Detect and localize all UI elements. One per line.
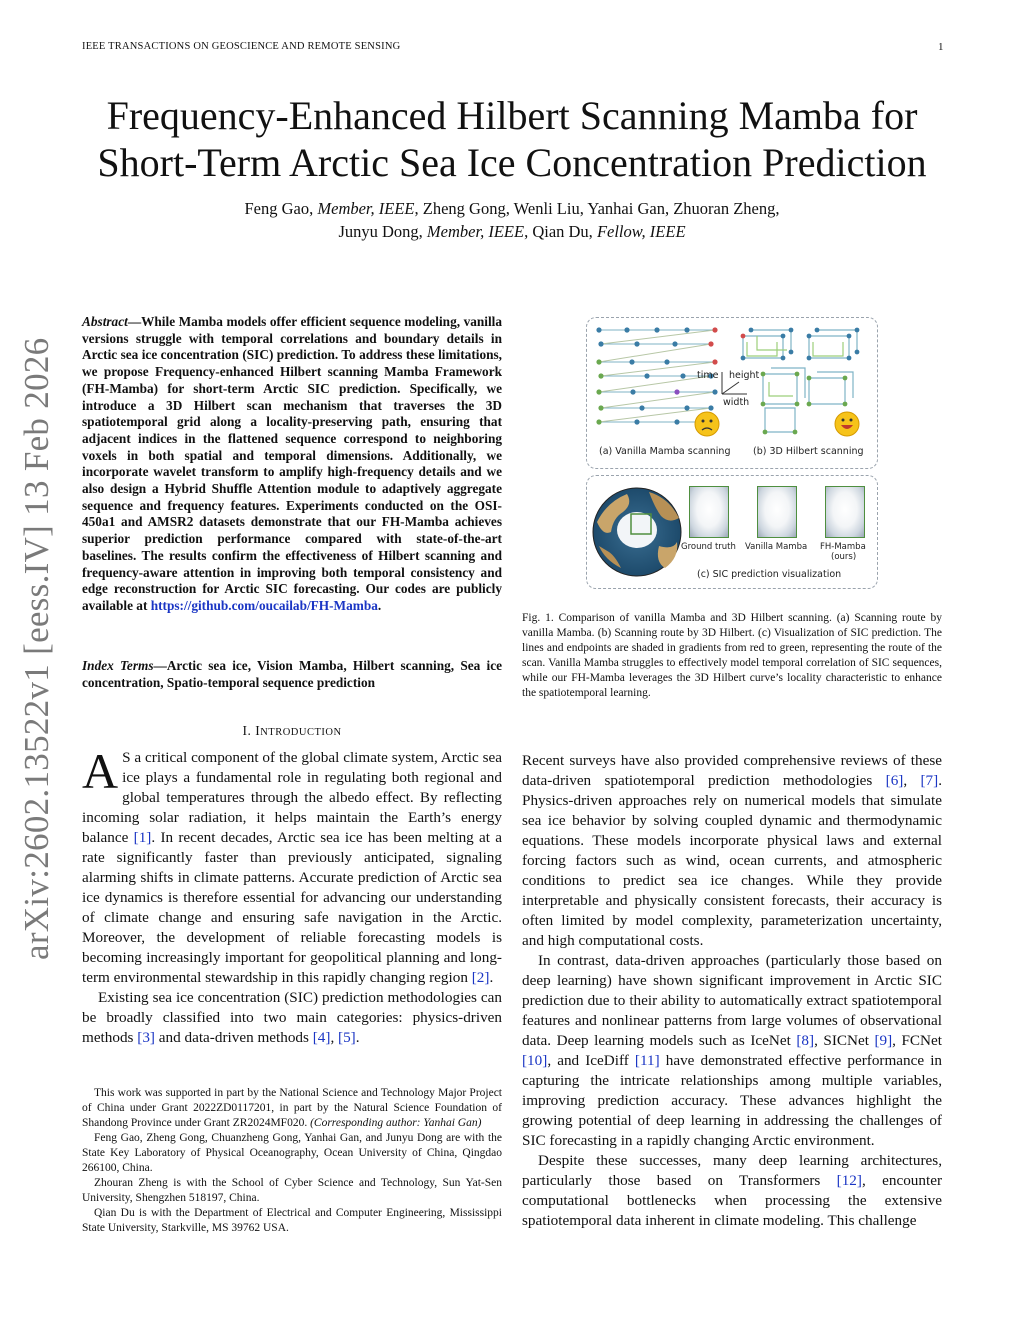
text-run: Despite these successes, many deep learning architectures, particularly those based on Transformers	[522, 1152, 942, 1189]
text-run: , encounter computational bottlenecks when processing the extensive spatiotemporal data inherent in climate modeling. This challenge	[522, 1172, 943, 1229]
citation[interactable]: [10]	[522, 1052, 548, 1069]
citation[interactable]: [12]	[836, 1172, 862, 1189]
corresponding-author: (Corresponding author: Yanhai Gan)	[310, 1117, 482, 1129]
text-run: and data-driven methods	[154, 1029, 313, 1046]
label-vanilla-mamba: Vanilla Mamba	[745, 542, 808, 552]
axis-time-label: time	[697, 370, 719, 381]
title-line-1: Frequency-Enhanced Hilbert Scanning Mamba for	[106, 93, 918, 138]
author-role: Fellow, IEEE	[596, 222, 686, 241]
citation[interactable]: [8]	[796, 1032, 815, 1049]
author-line-2	[0, 220, 1024, 243]
thumb-ground-truth	[689, 486, 729, 538]
author-text: , Zheng Gong, Wenli Liu, Yanhai Gan, Zhuoran Zheng,	[414, 199, 780, 218]
happy-face-icon	[835, 412, 859, 436]
text-run: , and IceDiff	[547, 1052, 635, 1069]
thumb-fh-mamba	[825, 486, 865, 538]
abstract-text: —While Mamba models offer efficient sequence modeling, vanilla versions struggle with temporal correlations and boundary details in Arctic sea ice concentration (SIC) prediction. To address these limitations, we propose Frequency-enhanced Hilbert scanning Mamba Framework (FH-Mamba) for short-term Arctic SIC prediction. Specifically, we introduce a 3D Hilbert scan mechanism that traverses the 3D spatiotemporal grid along a locality-preserving path, ensuring that adjacent indices in the flattened sequence correspond to neighboring voxels in both spatial and temporal dimensions. Additionally, we incorporate wavelet transform to amplify high-frequency details and we also design a Hybrid Shuffle Attention module to adaptively aggregate sequence and frequency features. Experiments conducted on the OSI-450a1 and AMSR2 datasets demonstrate that our FH-Mamba achieves superior prediction performance compared with state-of-the-art baselines. The results confirm the effectiveness of Hilbert scanning and frequency-aware attention in improving both temporal consistency and edge reconstruction for Arctic SIC forecasting. Our codes are publicly available at	[82, 314, 502, 613]
label-fh-mamba: FH-Mamba	[820, 542, 866, 552]
right-paragraph-2	[522, 951, 942, 1151]
footnotes	[82, 1086, 502, 1236]
label-ground-truth: Ground truth	[681, 542, 736, 552]
page-number: 1	[938, 41, 944, 53]
text-run: .	[355, 1029, 360, 1046]
sad-face-icon	[695, 412, 719, 436]
intro-left-text	[82, 743, 503, 1048]
text-run: In contrast, data-driven approaches (particularly those based on deep learning) have shown significant improvement in Arctic SIC prediction due to their ability to automatically extract spatiotemporal features and nonlinear patterns from large volumes of observational data. Deep learning models such as IceNet	[522, 952, 942, 1049]
author-text: Junyu Dong,	[338, 222, 427, 241]
section-title-cap: I	[255, 723, 261, 738]
scanning-panel	[586, 317, 878, 469]
footnote-funding	[82, 1086, 502, 1131]
author-text: Feng Gao,	[244, 199, 318, 218]
arctic-globe-icon	[589, 484, 685, 580]
index-terms	[82, 658, 502, 691]
figure-caption: Fig. 1. Comparison of vanilla Mamba and 3D Hilbert scanning. (a) Scanning route by vanilla Mamba. (b) Scanning route by 3D Hilbert. (c) Visualization of SIC prediction. The lines and endpoints are shaded in gradients from red to green, representing the route of the scan. Vanilla Mamba struggles to effectively model temporal correlation of SIC sequences, while our FH-Mamba leverages the 3D Hilbert curve’s locality characteristic to enhance the spatiotemporal learning.	[522, 612, 942, 699]
text-run: have demonstrated effective performance in capturing the intricate relationships among multiple variables, improving prediction accuracy. These advances highlight the growing potential of deep learning in addressing the challenges of SIC forecasting in a rapidly changing Arctic environment.	[522, 1052, 943, 1149]
drop-cap: A	[82, 743, 119, 799]
citation[interactable]: [2]	[471, 969, 490, 986]
running-header: IEEE TRANSACTIONS ON GEOSCIENCE AND REMOTE SENSING	[82, 41, 401, 52]
author-role: Member, IEEE	[317, 199, 415, 218]
label-sic-visualization: (c) SIC prediction visualization	[697, 569, 842, 580]
author-list	[0, 197, 1024, 243]
right-paragraph-1	[522, 751, 942, 951]
text-run: .	[489, 969, 494, 986]
index-terms-text: —Arctic sea ice, Vision Mamba, Hilbert scanning, Sea ice concentration, Spatio-temporal sequence prediction	[82, 658, 503, 690]
text-run: Recent surveys have also provided comprehensive reviews of these data-driven spatiotemporal prediction methodologies	[522, 752, 942, 789]
footnote-affiliation-3: Qian Du is with the Department of Electrical and Computer Engineering, Mississippi State University, Starkville, MS 39762 USA.	[82, 1207, 502, 1234]
label-vanilla-scanning: (a) Vanilla Mamba scanning	[599, 446, 731, 457]
abstract-label: Abstract	[82, 314, 128, 329]
arxiv-stamp: arXiv:2602.13522v1 [eess.IV] 13 Feb 2026	[17, 337, 56, 960]
intro-paragraph-2	[82, 988, 502, 1048]
axis-width-label: width	[723, 397, 750, 408]
visualization-panel	[586, 475, 878, 589]
citation[interactable]: [7]	[920, 772, 939, 789]
label-hilbert-scanning: (b) 3D Hilbert scanning	[753, 446, 864, 457]
thumb-vanilla-mamba	[757, 486, 797, 538]
intro-right-text	[522, 751, 942, 1231]
scanning-diagram	[587, 318, 877, 448]
text-run: . Physics-driven approaches rely on numerical models that simulate sea ice behavior by solving coupled dynamic and thermodynamic equations. These models incorporate physical laws and external forcing factors such as wind, ocean currents, and atmospheric conditions to predict sea ice changes. While they provide interpretable and physically consistent forecasts, their accuracy is often limited by model complexity, parameterization uncertainty, and high computational costs.	[522, 772, 942, 949]
citation[interactable]: [6]	[885, 772, 904, 789]
footnote-affiliation-1: Feng Gao, Zheng Gong, Chuanzheng Gong, Yanhai Gan, and Junyu Dong are with the State Key Laboratory of Physical Oceanography, Ocean University of China, Qingdao 266100, China.	[82, 1132, 502, 1174]
section-title-rest: NTRODUCTION	[260, 727, 342, 738]
code-link[interactable]: https://github.com/oucailab/FH-Mamba	[150, 597, 378, 613]
text-run: . In recent decades, Arctic sea ice has been melting at a rate significantly faster than previously anticipated, signaling alarming shifts in climate patterns. Accurate prediction of Arctic sea ice dynamics is therefore essential for advancing our understanding of climate change and ensuring safe navigation in the Arctic. Moreover, the development of reliable forecasting models is becoming increasingly important for geopolitical planning and long-term environmental stewardship in this rapidly changing region	[82, 829, 503, 986]
abstract	[82, 314, 502, 615]
author-text: , Qian Du,	[524, 222, 597, 241]
citation[interactable]: [11]	[634, 1052, 660, 1069]
author-line-1	[0, 197, 1024, 220]
author-role: Member, IEEE	[426, 222, 525, 241]
citation[interactable]: [1]	[133, 829, 152, 846]
label-ours: (ours)	[831, 552, 857, 562]
citation[interactable]: [3]	[137, 1029, 155, 1046]
index-terms-label: Index Terms	[82, 658, 154, 673]
title-line-2: Short-Term Arctic Sea Ice Concentration Prediction	[97, 140, 927, 185]
citation[interactable]: [5]	[338, 1029, 356, 1046]
intro-paragraph-1	[82, 743, 503, 988]
section-number: I.	[242, 723, 256, 738]
right-paragraph-3	[522, 1151, 942, 1231]
abstract-end: .	[377, 597, 382, 613]
citation[interactable]: [9]	[874, 1032, 893, 1049]
text-run: S a critical component of the global climate system, Arctic sea ice plays a fundamental role in regulating both regional and global temperatures through the albedo effect. By reflecting incoming solar radiation, it helps maintain the Earth’s energy balance	[82, 749, 502, 846]
text-run: ,	[903, 772, 921, 789]
paper-title	[0, 92, 1024, 186]
footnote-affiliation-2: Zhouran Zheng is with the School of Cyber Science and Technology, Sun Yat-Sen University, Shengzhen 518197, China.	[82, 1177, 502, 1204]
text-run: ,	[330, 1029, 339, 1046]
text-run: This work was supported in part by the National Science and Technology Major Project of China under Grant 2022ZD0117201, in part by the Natural Science Foundation of Shandong Province under Grant ZR2024MF020.	[82, 1087, 502, 1129]
axis-height-label: height	[729, 370, 760, 381]
text-run: , FCNet	[892, 1032, 942, 1049]
figure-1	[586, 317, 878, 593]
section-heading	[82, 723, 502, 739]
citation[interactable]: [4]	[312, 1029, 331, 1046]
text-run: , SICNet	[814, 1032, 875, 1049]
text-run: Existing sea ice concentration (SIC) prediction methodologies can be broadly classified into two main categories: physics-driven methods	[82, 989, 502, 1046]
